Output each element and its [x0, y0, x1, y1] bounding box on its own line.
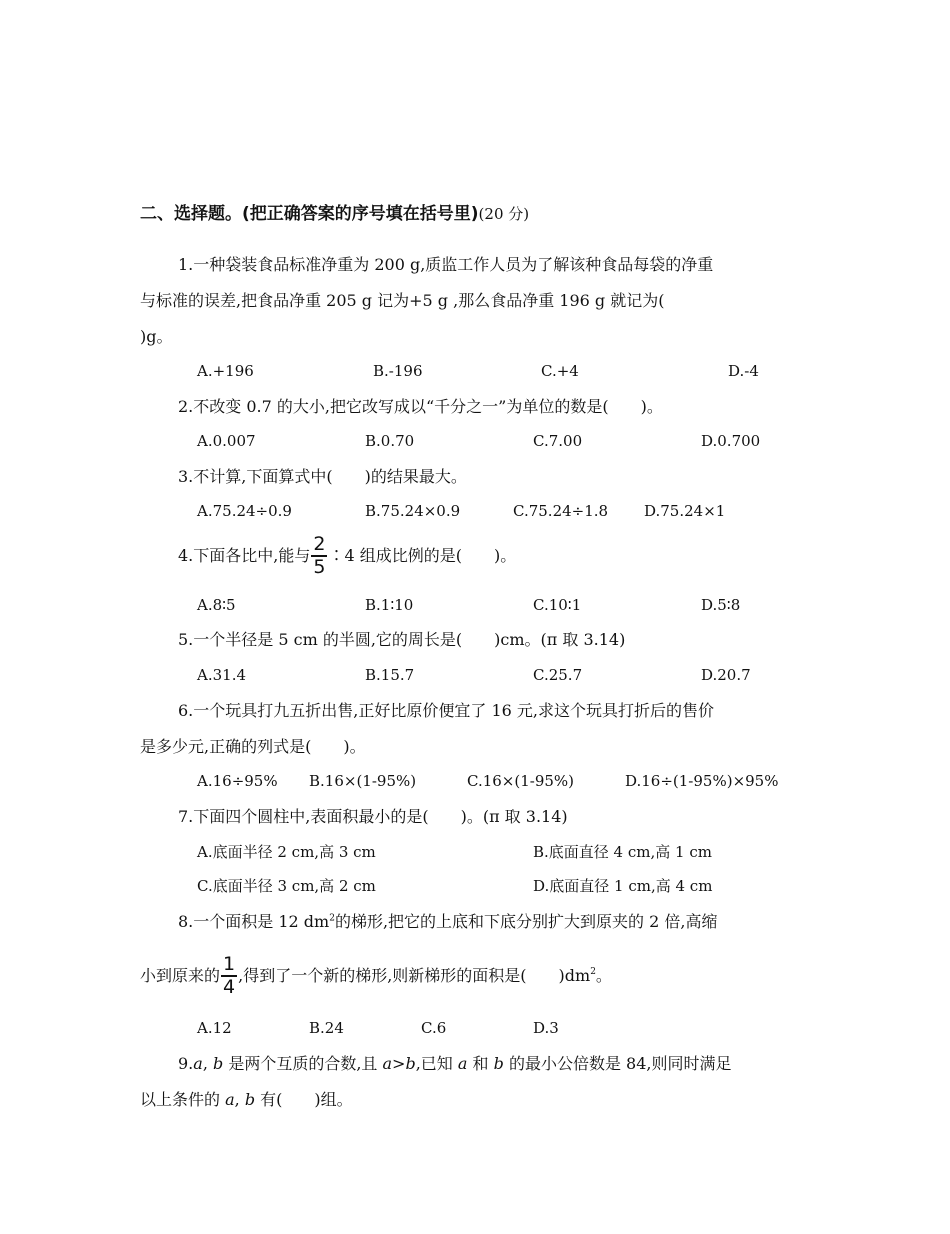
question-8-line-2-end: 。: [595, 966, 612, 985]
question-2-option-a[interactable]: A.0.007: [197, 432, 256, 450]
question-1-line-2: 与标准的误差,把食品净重 205 g 记为+5 g ,那么食品净重 196 g 就记为(: [140, 291, 665, 310]
question-5-line-1: 5.一个半径是 5 cm 的半圆,它的周长是( )cm。(π 取 3.14): [178, 630, 626, 649]
q9-text-5: 和: [467, 1054, 494, 1073]
question-4-line-1: [178, 535, 516, 577]
fraction-denominator: 4: [223, 976, 236, 998]
q9-line2-text-3: 有( )组。: [255, 1090, 353, 1109]
question-6-option-c[interactable]: C.16×(1-95%): [467, 772, 575, 790]
question-1-option-b[interactable]: B.-196: [373, 362, 423, 380]
question-2-option-b[interactable]: B.0.70: [365, 432, 415, 450]
question-4-option-a[interactable]: A.8∶5: [197, 596, 236, 614]
question-8-line-2-prefix: 小到原来的: [140, 966, 221, 985]
question-8-option-c[interactable]: C.6: [421, 1019, 447, 1037]
question-8-option-d[interactable]: D.3: [533, 1019, 559, 1037]
question-8-line-1-a: 8.一个面积是 12 dm: [178, 912, 330, 931]
question-6-option-d[interactable]: D.16÷(1-95%)×95%: [625, 772, 779, 790]
q9-text-1: 9.: [178, 1054, 194, 1073]
question-8-line-1-b: 的梯形,把它的上底和下底分别扩大到原夹的 2 倍,高缩: [334, 912, 718, 931]
q9-var-a-2: a: [457, 1054, 468, 1073]
question-7-option-c[interactable]: C.底面半径 3 cm,高 2 cm: [197, 877, 376, 895]
q9-line2-text-2: ,: [234, 1090, 245, 1109]
question-8-fraction: [221, 955, 237, 997]
q9-line2-var-a: a: [225, 1090, 235, 1109]
question-2-option-d[interactable]: D.0.700: [701, 432, 761, 450]
question-5-option-c[interactable]: C.25.7: [533, 666, 583, 684]
question-3-option-a[interactable]: A.75.24÷0.9: [197, 502, 292, 520]
q9-text-2: ,: [202, 1054, 213, 1073]
q9-text-4: ,已知: [415, 1054, 458, 1073]
question-8-line-2: [140, 955, 612, 997]
question-5-option-d[interactable]: D.20.7: [701, 666, 751, 684]
question-4-suffix: ∶4 组成比例的是( )。: [328, 546, 517, 565]
question-1-line-1: 1.一种袋装食品标准净重为 200 g,质监工作人员为了解该种食品每袋的净重: [178, 255, 714, 274]
question-8-line-2-mid: ,得到了一个新的梯形,则新梯形的面积是( )dm: [238, 966, 591, 985]
question-7-option-d[interactable]: D.底面直径 1 cm,高 4 cm: [533, 877, 713, 895]
question-3-option-c[interactable]: C.75.24÷1.8: [513, 502, 609, 520]
fraction-numerator: 1: [223, 953, 236, 975]
section-title-text: 二、选择题。(把正确答案的序号填在括号里): [140, 204, 479, 224]
q9-line2-text-1: 以上条件的: [140, 1090, 226, 1109]
question-4-prefix: 4.下面各比中,能与: [178, 546, 311, 565]
q9-text-6: 的最小公倍数是 84,则同时满足: [503, 1054, 732, 1073]
question-3-option-b[interactable]: B.75.24×0.9: [365, 502, 461, 520]
q9-var-b-2: b: [493, 1054, 504, 1073]
question-8-line-1: [178, 914, 717, 930]
question-4-option-d[interactable]: D.5∶8: [701, 596, 741, 614]
q9-var-a: a: [193, 1054, 203, 1073]
question-8-option-a[interactable]: A.12: [197, 1019, 232, 1037]
question-4-option-b[interactable]: B.1∶10: [365, 596, 414, 614]
question-7-option-a[interactable]: A.底面半径 2 cm,高 3 cm: [197, 843, 376, 861]
question-8-option-b[interactable]: B.24: [309, 1019, 344, 1037]
question-2-option-c[interactable]: C.7.00: [533, 432, 583, 450]
question-8-superscript: 2: [329, 913, 335, 924]
question-1-option-a[interactable]: A.+196: [197, 362, 254, 380]
question-4-fraction: [311, 535, 327, 577]
q9-line2-var-b: b: [244, 1090, 256, 1109]
question-5-option-a[interactable]: A.31.4: [197, 666, 246, 684]
question-6-line-1: 6.一个玩具打九五折出售,正好比原价便宜了 16 元,求这个玩具打折后的售价: [178, 701, 714, 720]
q9-inequality: a>b: [382, 1054, 416, 1073]
question-5-option-b[interactable]: B.15.7: [365, 666, 415, 684]
question-3-line-1: 3.不计算,下面算式中( )的结果最大。: [178, 467, 467, 486]
question-7-line-1: 7.下面四个圆柱中,表面积最小的是( )。(π 取 3.14): [178, 807, 568, 826]
fraction-numerator: 2: [313, 533, 326, 555]
question-2-line-1: 2.不改变 0.7 的大小,把它改写成以“千分之一”为单位的数是( )。: [178, 397, 663, 416]
question-1-line-3: )g。: [140, 327, 173, 346]
q9-var-b: b: [212, 1054, 224, 1073]
question-9-line-1: [178, 1056, 731, 1072]
fraction-denominator: 5: [313, 556, 326, 578]
question-6-option-b[interactable]: B.16×(1-95%): [309, 772, 417, 790]
question-9-line-2: [140, 1092, 353, 1108]
q9-text-3: 是两个互质的合数,且: [223, 1054, 383, 1073]
question-4-option-c[interactable]: C.10∶1: [533, 596, 582, 614]
question-1-option-d[interactable]: D.-4: [728, 362, 759, 380]
question-6-option-a[interactable]: A.16÷95%: [197, 772, 278, 790]
section-title: [140, 206, 529, 223]
question-6-line-2: 是多少元,正确的列式是( )。: [140, 737, 366, 756]
question-1-option-c[interactable]: C.+4: [541, 362, 579, 380]
question-7-option-b[interactable]: B.底面直径 4 cm,高 1 cm: [533, 843, 712, 861]
question-8-line-2-superscript: 2: [590, 967, 596, 978]
question-3-option-d[interactable]: D.75.24×1: [644, 502, 726, 520]
section-score: (20 分): [478, 205, 530, 223]
